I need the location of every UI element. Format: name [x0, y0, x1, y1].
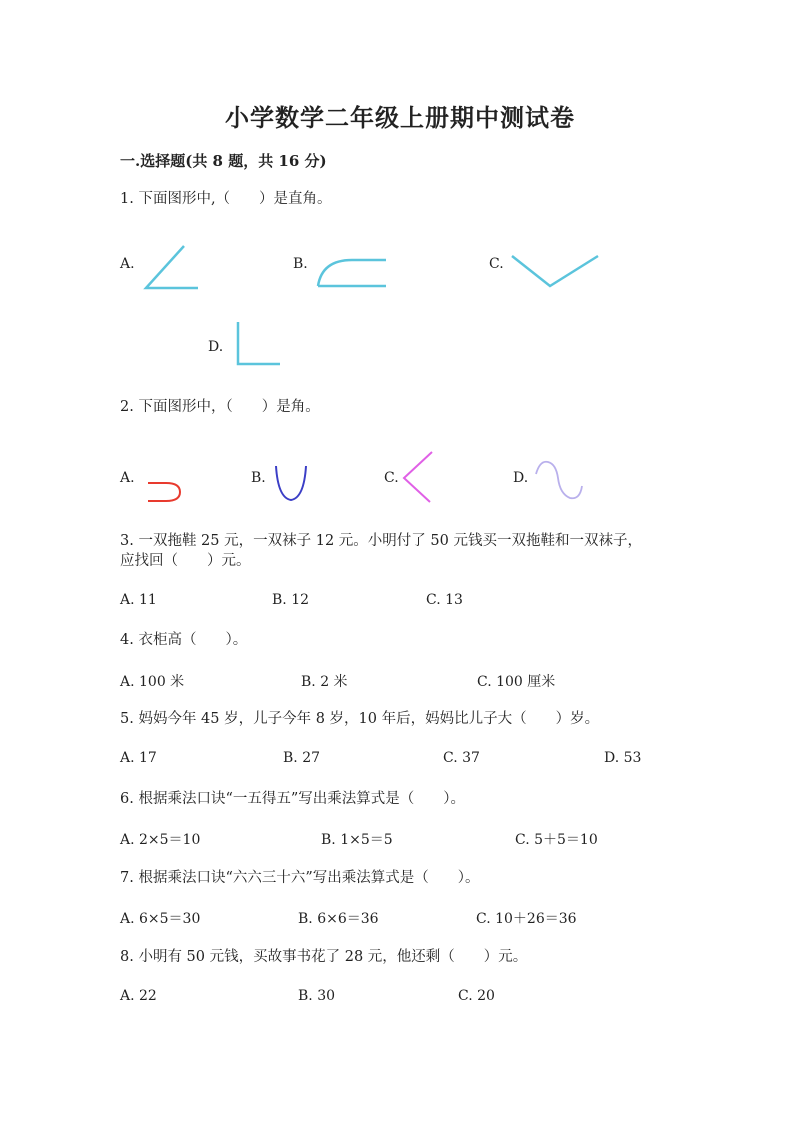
q2-option-d[interactable]: D. — [513, 470, 529, 486]
q1-figure-c — [508, 250, 602, 292]
q5-option-b[interactable]: B. 27 — [283, 750, 321, 766]
q3-option-b[interactable]: B. 12 — [272, 592, 310, 608]
q7-option-a[interactable]: A. 6×5＝30 — [120, 911, 201, 927]
q2-figure-c — [398, 448, 436, 506]
q1-option-d[interactable]: D. — [208, 339, 224, 355]
q4-option-c[interactable]: C. 100 厘米 — [477, 674, 556, 690]
q2-option-a[interactable]: A. — [120, 470, 135, 486]
question-7: 7. 根据乘法口诀“六六三十六”写出乘法算式是（ ）。 — [120, 870, 480, 886]
q1-option-a[interactable]: A. — [120, 256, 135, 272]
question-6: 6. 根据乘法口诀“一五得五”写出乘法算式是（ ）。 — [120, 791, 466, 807]
q8-option-c[interactable]: C. 20 — [458, 988, 495, 1004]
q6-option-b[interactable]: B. 1×5＝5 — [321, 832, 393, 848]
q1-option-c[interactable]: C. — [489, 256, 504, 272]
page-title: 小学数学二年级上册期中测试卷 — [225, 103, 575, 132]
question-8: 8. 小明有 50 元钱，买故事书花了 28 元，他还剩（ ）元。 — [120, 949, 528, 965]
q7-option-c[interactable]: C. 10＋26＝36 — [476, 911, 577, 927]
section-heading: 一.选择题(共 8 题，共 16 分) — [120, 152, 327, 170]
q4-option-a[interactable]: A. 100 米 — [120, 674, 185, 690]
q1-option-b[interactable]: B. — [293, 256, 308, 272]
q3-option-c[interactable]: C. 13 — [426, 592, 463, 608]
q1-figure-a — [140, 240, 202, 292]
q6-option-a[interactable]: A. 2×5＝10 — [120, 832, 201, 848]
q8-option-a[interactable]: A. 22 — [120, 988, 157, 1004]
q1-figure-d — [232, 318, 284, 368]
q2-figure-a — [144, 478, 184, 506]
q2-figure-d — [530, 456, 586, 502]
question-5: 5. 妈妈今年 45 岁，儿子今年 8 岁，10 年后，妈妈比儿子大（ ）岁。 — [120, 711, 600, 727]
q4-option-b[interactable]: B. 2 米 — [301, 674, 348, 690]
q1-figure-b — [312, 252, 390, 292]
q5-option-a[interactable]: A. 17 — [120, 750, 157, 766]
q5-option-d[interactable]: D. 53 — [604, 750, 642, 766]
question-1: 1. 下面图形中,（ ）是直角。 — [120, 191, 332, 207]
question-3-line2: 应找回（ ）元。 — [120, 553, 251, 569]
question-2: 2. 下面图形中，（ ）是角。 — [120, 399, 320, 415]
q5-option-c[interactable]: C. 37 — [443, 750, 480, 766]
q2-option-c[interactable]: C. — [384, 470, 399, 486]
q2-figure-b — [270, 462, 312, 504]
q6-option-c[interactable]: C. 5＋5＝10 — [515, 832, 598, 848]
q7-option-b[interactable]: B. 6×6＝36 — [298, 911, 379, 927]
question-4: 4. 衣柜高（ ）。 — [120, 632, 248, 648]
q2-option-b[interactable]: B. — [251, 470, 266, 486]
question-3-line1: 3. 一双拖鞋 25 元，一双袜子 12 元。小明付了 50 元钱买一双拖鞋和一双袜子， — [120, 533, 642, 549]
q8-option-b[interactable]: B. 30 — [298, 988, 336, 1004]
q3-option-a[interactable]: A. 11 — [120, 592, 157, 608]
